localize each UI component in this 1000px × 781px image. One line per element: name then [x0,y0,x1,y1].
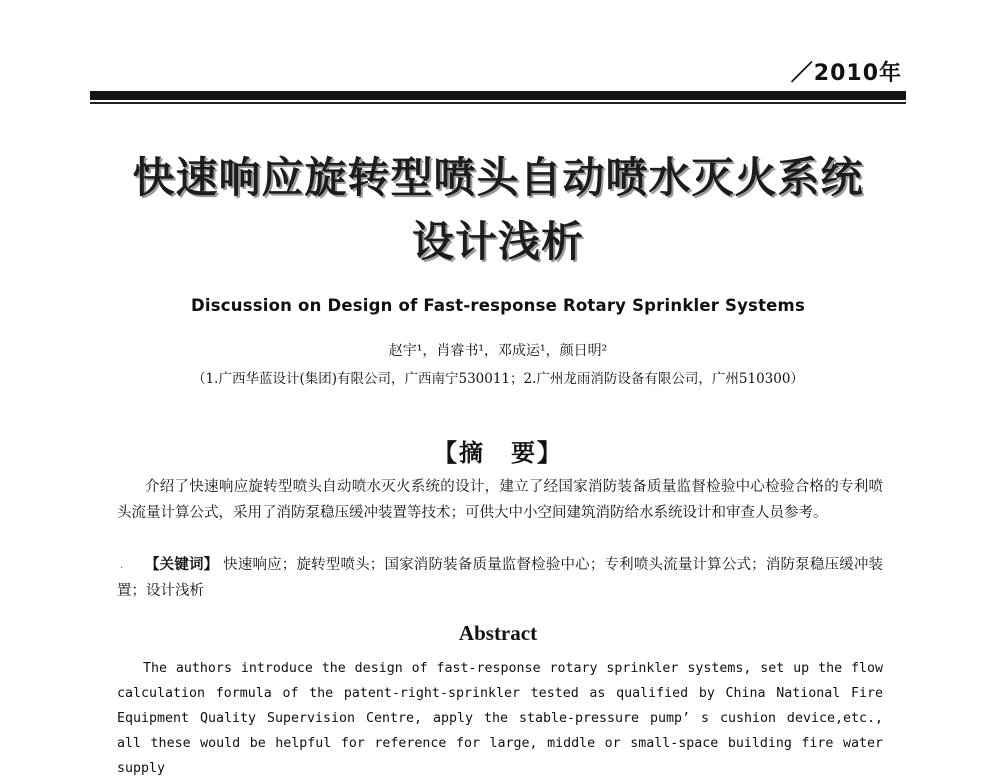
author-list: 赵宇¹，肖睿书¹，邓成运¹，颜日明² [388,343,608,359]
keywords-paragraph [117,552,883,604]
header-rule-thin [90,102,906,104]
keywords-text: 快速响应；旋转型喷头；国家消防装备质量监督检验中心；专利喷头流量计算公式；消防泵稳压缓冲装置；设计浅析 [117,557,884,599]
title-english: Discussion on Design of Fast-response Rotary Sprinkler Systems [191,296,805,315]
title-chinese-line1: 快速响应旋转型喷头自动喷水灭火系统 [132,153,864,202]
year-label: ／2010年 [790,61,902,86]
abstract-heading-english: Abstract [458,621,538,645]
title-chinese-line2: 设计浅析 [411,217,584,266]
keywords-label: 【关键词】 [145,556,219,573]
abstract-heading-chinese: 【摘 要】 [433,439,563,467]
affiliation: （1.广西华蓝设计(集团)有限公司，广西南宁530011；2.广州龙雨消防设备有限公司，广州510300） [192,371,804,387]
header-rule-thick [90,91,906,100]
margin-dot: . [120,560,124,571]
abstract-body-english: The authors introduce the design of fast-response rotary sprinkler systems, set up the flow calculation formula of the patent-right-sprinkler tested as qualified by China National Fire Equipment Quality Supervision Centre, apply the stable-pressure pump’ s cushion device,etc., all these would be helpful for reference for large, middle or small-space building fire water supply [117,661,883,776]
abstract-body-chinese: 介绍了快速响应旋转型喷头自动喷水灭火系统的设计，建立了经国家消防装备质量监督检验中心检验合格的专利喷头流量计算公式，采用了消防泵稳压缓冲装置等技术；可供大中小空间建筑消防给水系统设计和审查人员参考。 [117,479,883,521]
